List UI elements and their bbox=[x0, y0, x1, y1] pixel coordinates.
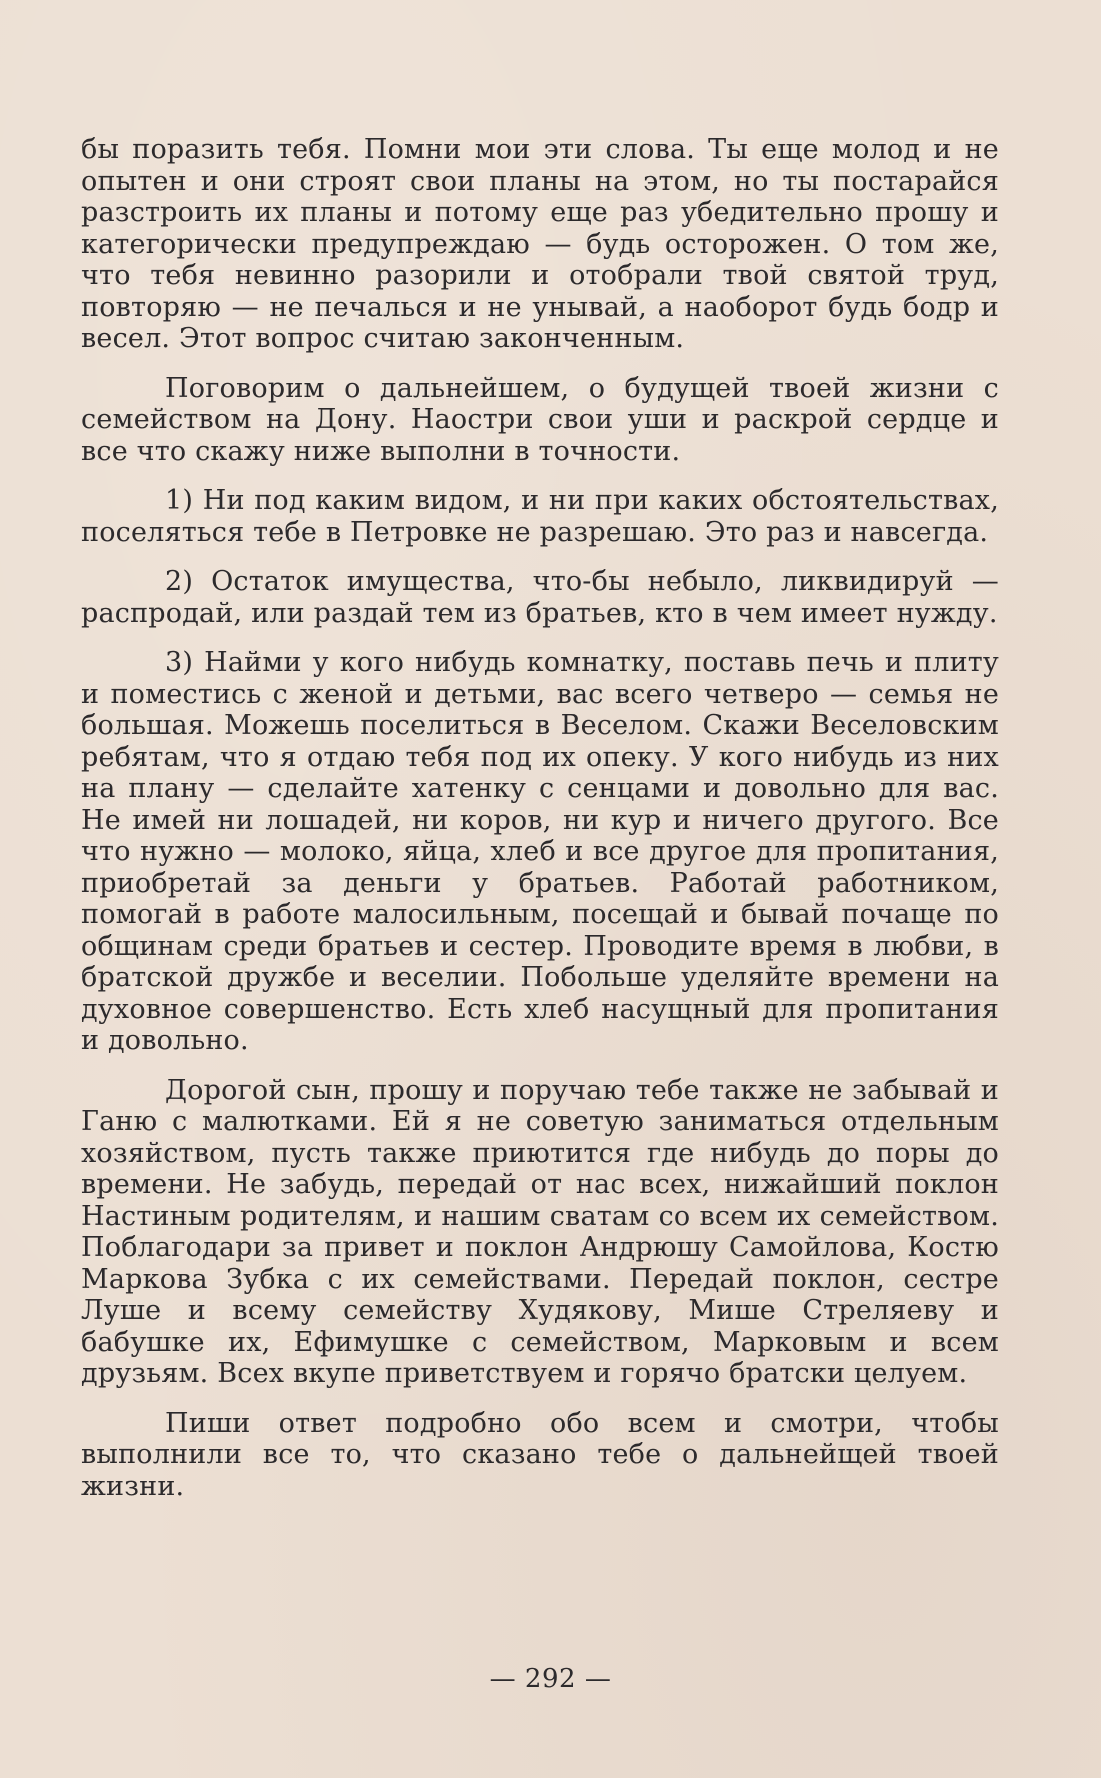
paragraph-6: Дорогой сын, прошу и поручаю тебе также не забывай и Ганю с малютками. Ей я не советую заниматься отдельным хозяйством, пусть также приютится где нибудь до поры до времени. Не забудь, передай от нас всех, нижайший поклон Настиным родителям, и нашим сватам со всем их семейством. Поблагодари за привет и поклон Андрюшу Самойлова, Костю Маркова Зубка с их семействами. Передай поклон, сестре Луше и всему семейству Худякову, Мише Стреляеву и бабушке их, Ефимушке с семейством, Марковым и всем друзьям. Всех вкупе приветствуем и горячо братски целуем. bbox=[81, 1074, 999, 1389]
paragraph-1: бы поразить тебя. Помни мои эти слова. Ты еще молод и не опытен и они строят свои планы на этом, но ты постарайся разстроить их планы и потому еще раз убедительно прошу и категорически предупреждаю — будь осторожен. О том же, что тебя невинно разорили и отобрали твой святой труд, повторяю — не печалься и не унывай, а наоборот будь бодр и весел. Этот вопрос считаю законченным. bbox=[81, 134, 999, 354]
paragraph-5: 3) Найми у кого нибудь комнатку, поставь печь и плиту и поместись с женой и детьми, вас всего четверо — семья не большая. Можешь поселиться в Веселом. Скажи Веселовским ребятам, что я отдаю тебя под их опеку. У кого нибудь из них на плану — сделайте хатенку с сенцами и довольно для вас. Не имей ни лошадей, ни коров, ни кур и ничего другого. Все что нужно — молоко, яйца, хлеб и все другое для пропитания, приобретай за деньги у братьев. Работай работником, помогай в работе малосильным, посещай и бывай почаще по общинам среди братьев и сестер. Проводите время в любви, в братской дружбе и веселии. Побольше уделяйте времени на духовное совершенство. Есть хлеб насущный для пропитания и довольно. bbox=[81, 647, 999, 1056]
paragraph-3: 1) Ни под каким видом, и ни при каких обстоятельствах, поселяться тебе в Петровке не разрешаю. Это раз и навсегда. bbox=[81, 485, 999, 548]
paragraph-4: 2) Остаток имущества, что-бы небыло, ликвидируй — распродай, или раздай тем из братьев, кто в чем имеет нужду. bbox=[81, 566, 999, 629]
page-number: — 292 — bbox=[489, 1664, 612, 1694]
body-text bbox=[81, 134, 999, 1502]
paragraph-2: Поговорим о дальнейшем, о будущей твоей жизни с семейством на Дону. Наостри свои уши и раскрой сердце и все что скажу ниже выполни в точности. bbox=[81, 372, 999, 467]
paragraph-7: Пиши ответ подробно обо всем и смотри, чтобы выполнили все то, что сказано тебе о дальнейщей твоей жизни. bbox=[81, 1407, 999, 1502]
